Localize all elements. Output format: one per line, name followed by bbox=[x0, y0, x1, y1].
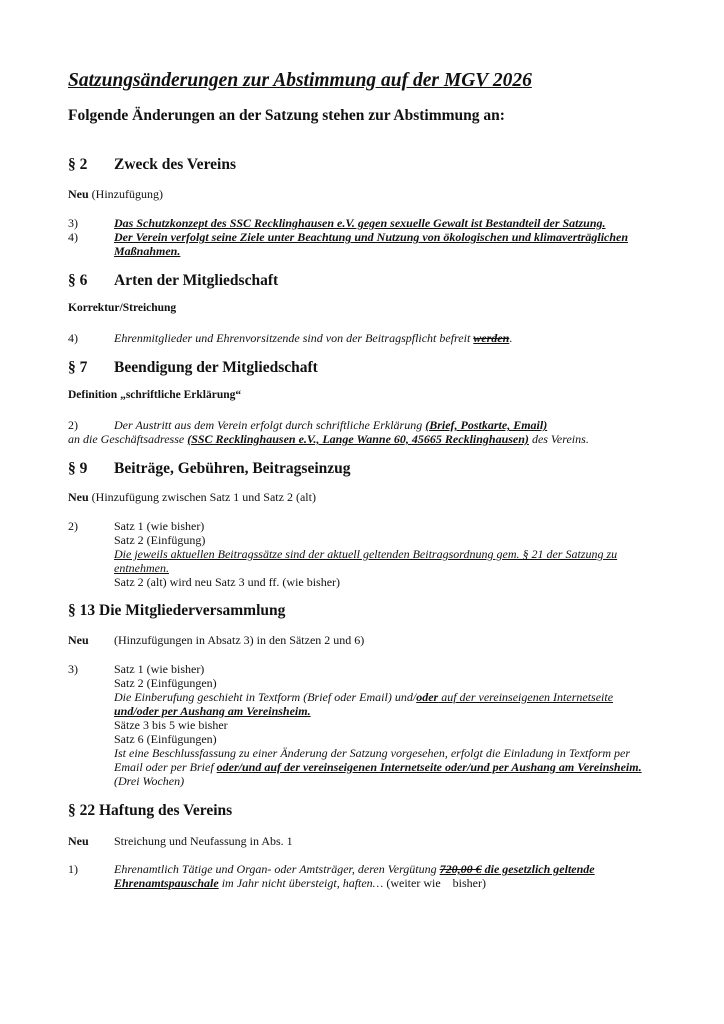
section-22-change-type-label: Neu bbox=[68, 834, 89, 848]
section-2-item-4-number: 4) bbox=[68, 230, 78, 244]
section-22-item-number: 1) bbox=[68, 862, 78, 876]
section-9-item-number: 2) bbox=[68, 519, 78, 533]
section-9-number: § 9 bbox=[68, 460, 88, 477]
section-7-change-type: Definition „schriftliche Erklärung“ bbox=[68, 389, 242, 401]
section-13-line-1: Satz 1 (wie bisher) bbox=[114, 662, 205, 676]
section-2-item-4-line-1: Der Verein verfolgt seine Ziele unter Beachtung und Nutzung von ökologischen und klimaverträglichen bbox=[114, 230, 629, 244]
section-6-change-type: Korrektur/Streichung bbox=[68, 302, 177, 314]
section-7-number: § 7 bbox=[68, 359, 88, 376]
struck-word: werden bbox=[473, 331, 510, 345]
section-9-change-type: Neu (Hinzufügung zwischen Satz 1 und Satz 2 (alt) bbox=[68, 490, 316, 504]
section-13-line-5: Sätze 3 bis 5 wie bisher bbox=[114, 718, 228, 732]
section-9-line-1: Satz 1 (wie bisher) bbox=[114, 519, 205, 533]
section-9-line-3: Die jeweils aktuellen Beitragssätze sind der aktuell geltenden Beitragsordnung gem. § 21 der Satzung zu bbox=[114, 547, 618, 561]
section-7-item-line-2: an die Geschäftsadresse (SSC Recklinghausen e.V., Lange Wanne 60, 45665 Recklinghausen) des Vereins. bbox=[68, 432, 589, 446]
section-9-line-2: Satz 2 (Einfügung) bbox=[114, 533, 206, 547]
section-22-line-2: Ehrenamtspauschale im Jahr nicht übersteigt, haften… (weiter wie bisher) bbox=[114, 876, 486, 890]
section-6-number: § 6 bbox=[68, 272, 88, 289]
section-2-heading: Zweck des Vereins bbox=[114, 156, 237, 173]
section-6-item-text: Ehrenmitglieder und Ehrenvorsitzende sind von der Beitragspflicht befreit werden. bbox=[114, 331, 513, 345]
section-13-line-2: Satz 2 (Einfügungen) bbox=[114, 676, 217, 690]
section-13-line-7: Ist eine Beschlussfassung zu einer Änderung der Satzung vorgesehen, erfolgt die Einladung in Textform per bbox=[114, 746, 631, 760]
section-13-line-9: (Drei Wochen) bbox=[114, 774, 185, 788]
section-9-line-4: entnehmen. bbox=[114, 561, 169, 575]
section-7-item-number: 2) bbox=[68, 418, 78, 432]
section-7-item-line-1: Der Austritt aus dem Verein erfolgt durch schriftliche Erklärung (Brief, Postkarte, Email) bbox=[114, 418, 548, 432]
section-22-change-type-text: Streichung und Neufassung in Abs. 1 bbox=[114, 834, 293, 848]
section-13-line-8: Email oder per Brief oder/und auf der vereinseigenen Internetseite oder/und per Aushang am Vereinsheim. bbox=[114, 760, 642, 774]
section-2-change-type: Neu (Hinzufügung) bbox=[68, 187, 163, 201]
section-13-change-type-label: Neu bbox=[68, 633, 89, 647]
section-13-item-number: 3) bbox=[68, 662, 78, 676]
section-13-line-6: Satz 6 (Einfügungen) bbox=[114, 732, 217, 746]
section-22-line-1: Ehrenamtlich Tätige und Organ- oder Amtsträger, deren Vergütung 720,00 € die gesetzlich geltende bbox=[114, 862, 595, 876]
section-13-change-type-text: (Hinzufügungen in Absatz 3) in den Sätzen 2 und 6) bbox=[114, 633, 365, 647]
section-22-heading: § 22 Haftung des Vereins bbox=[68, 802, 233, 819]
section-6-item-number: 4) bbox=[68, 331, 78, 345]
page-subtitle: Folgende Änderungen an der Satzung stehen zur Abstimmung an: bbox=[68, 107, 505, 124]
section-13-line-3: Die Einberufung geschieht in Textform (Brief oder Email) und/oder auf der vereinseigenen Internetseite bbox=[114, 690, 614, 704]
section-2-item-3-text: Das Schutzkonzept des SSC Recklinghausen e.V. gegen sexuelle Gewalt ist Bestandteil der Satzung. bbox=[114, 216, 606, 230]
section-2-number: § 2 bbox=[68, 156, 88, 173]
section-13-heading: § 13 Die Mitgliederversammlung bbox=[68, 602, 286, 619]
section-9-heading: Beiträge, Gebühren, Beitragseinzug bbox=[114, 460, 351, 477]
struck-amount: 720,00 € bbox=[439, 862, 482, 876]
section-9-line-5: Satz 2 (alt) wird neu Satz 3 und ff. (wie bisher) bbox=[114, 575, 341, 589]
section-2-item-3-number: 3) bbox=[68, 216, 78, 230]
section-6-heading: Arten der Mitgliedschaft bbox=[114, 272, 279, 289]
section-2-item-4-line-2: Maßnahmen. bbox=[114, 244, 181, 258]
page-title: Satzungsänderungen zur Abstimmung auf der MGV 2026 bbox=[68, 70, 532, 91]
section-7-heading: Beendigung der Mitgliedschaft bbox=[114, 359, 318, 376]
section-13-line-4: und/oder per Aushang am Vereinsheim. bbox=[114, 704, 311, 718]
